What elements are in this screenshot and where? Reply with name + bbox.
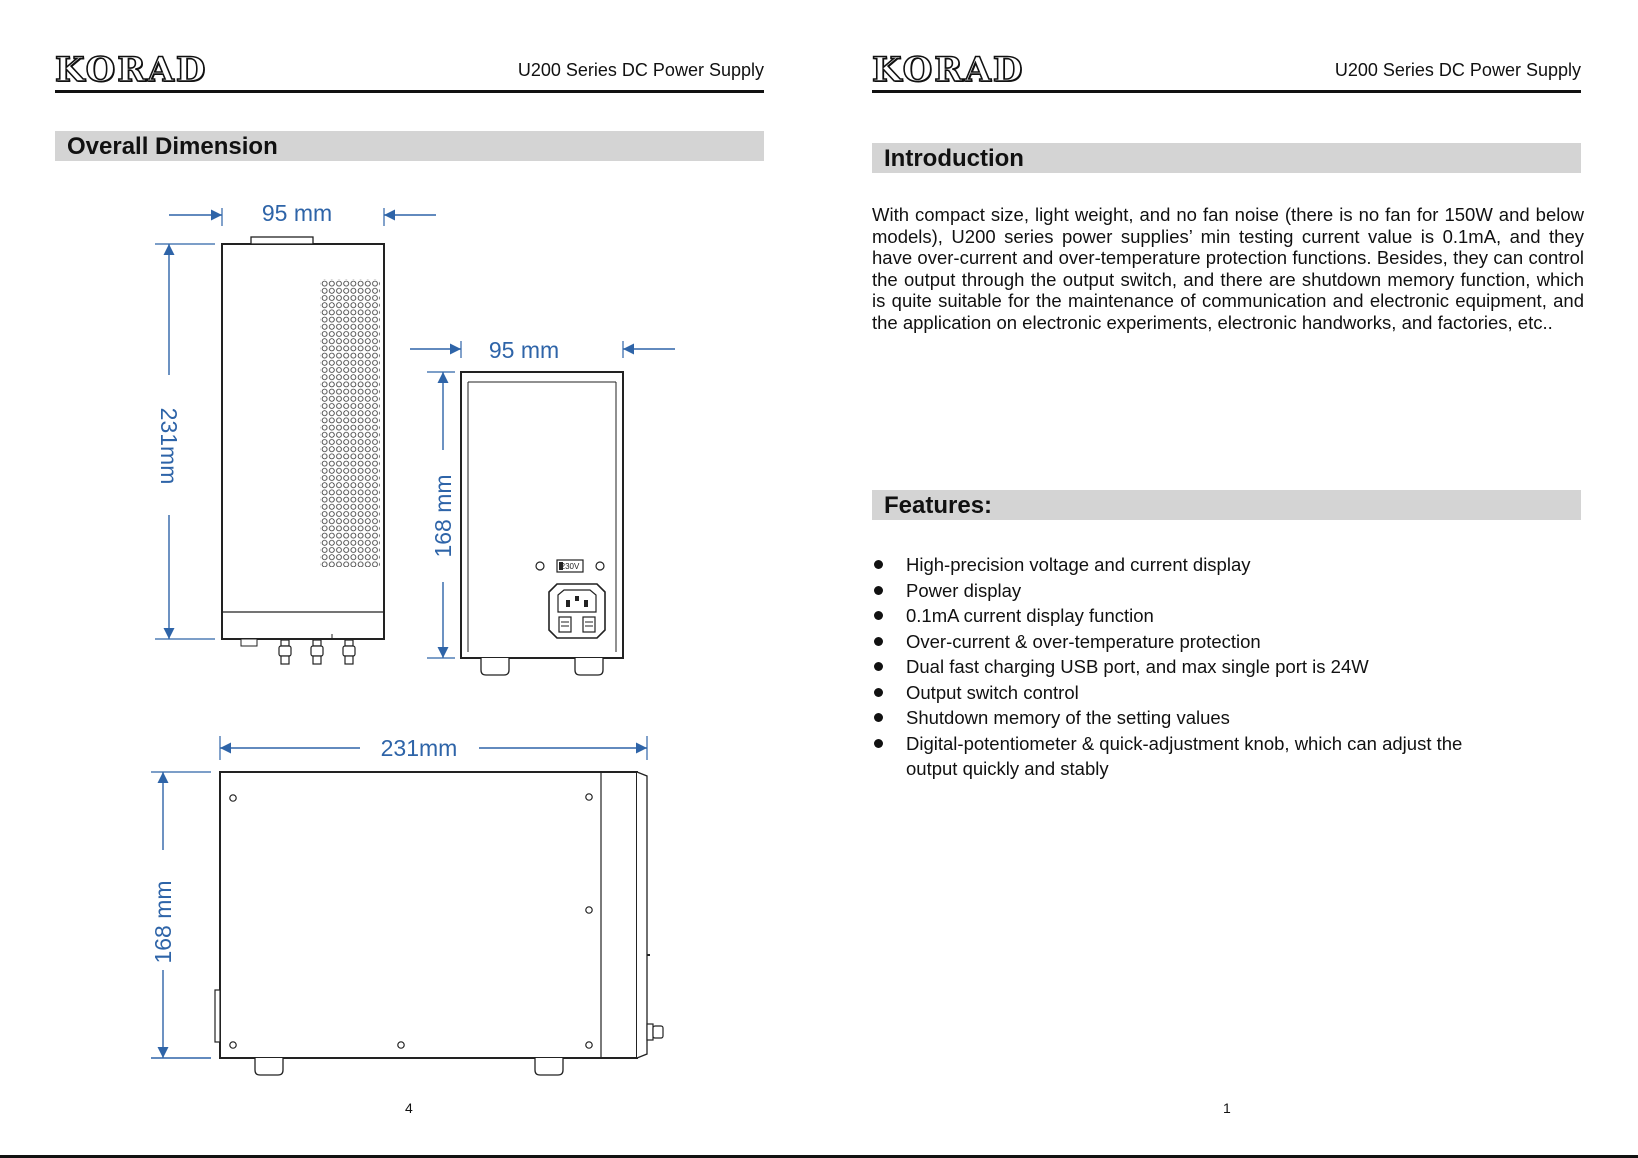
page-right [872,0,1584,1158]
top-view-drawing [155,208,436,664]
bullet-icon [874,560,883,569]
list-item: Power display [872,578,1581,604]
vent-holes [320,279,380,567]
dim-side-width: 231mm [380,735,458,761]
list-item: High-precision voltage and current display [872,552,1581,578]
list-item: Over-current & over-temperature protection [872,629,1581,655]
korad-logo: KORAD [872,50,1025,90]
section-title-overall-dimension: Overall Dimension [67,133,278,160]
section-title-introduction: Introduction [884,145,1024,172]
bullet-icon [874,586,883,595]
list-item: Shutdown memory of the setting values [872,705,1581,731]
dimension-drawings [55,0,764,1090]
bullet-icon [874,739,883,748]
section-bar [872,490,1581,520]
intro-paragraph: With compact size, light weight, and no fan noise (there is no fan for 150W and below models), U200 series power supplies’ min testing current value is 0.1mA, and they have over-current and over-temperature protection functions. Besides, they can control the output through the output switch, and there are shutdown memory function, which is quite suitable for the maintenance of communication and electronic equipment, and the application on electronic experiments, electronic handworks, and factories, etc.. [872,204,1584,333]
output-terminals [279,640,355,664]
series-title: U200 Series DC Power Supply [517,60,764,80]
page-header [872,48,1581,93]
side-view-drawing [151,736,663,1075]
bullet-icon [874,662,883,671]
page-left [55,0,764,1158]
bullet-icon [874,688,883,697]
bullet-icon [874,611,883,620]
bullet-icon [874,637,883,646]
features-list [872,552,1581,782]
list-item: Dual fast charging USB port, and max single port is 24W [872,654,1581,680]
series-title: U200 Series DC Power Supply [1334,60,1581,80]
dim-rear-width: 95 mm [488,337,560,363]
list-item: Output switch control [872,680,1581,706]
list-item: Digital-potentiometer & quick-adjustment knob, which can adjust the output quickly and stably [872,731,1466,782]
bullet-icon [874,713,883,722]
section-title-features: Features: [884,492,993,519]
dim-top-height: 231mm [156,407,182,485]
page-number: 4 [405,1100,413,1116]
voltage-label: 230V [560,562,580,571]
section-bar [872,143,1581,173]
korad-logo: KORAD [55,50,208,90]
dim-rear-height: 168 mm [430,474,456,558]
page-number: 1 [1223,1100,1231,1116]
list-item: 0.1mA current display function [872,603,1581,629]
dim-side-height: 168 mm [150,880,176,964]
dim-top-width: 95 mm [261,200,333,226]
